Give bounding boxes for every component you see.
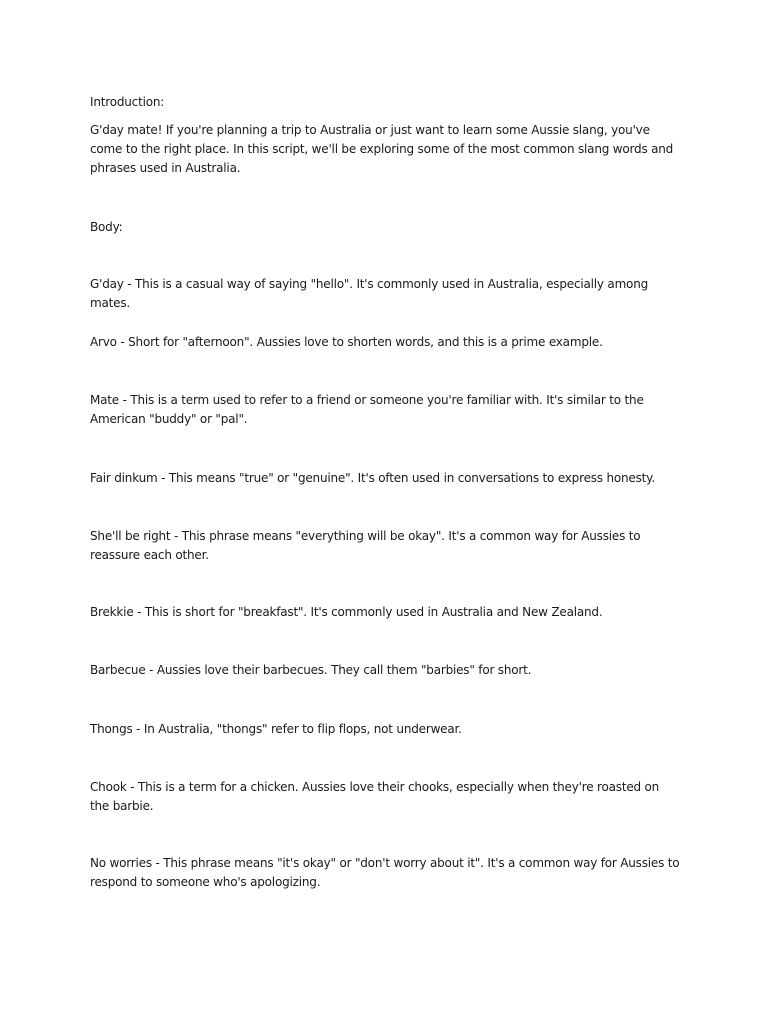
slang-entry-thongs: Thongs - In Australia, "thongs" refer to flip flops, not underwear. <box>90 722 462 736</box>
slang-entry-chook: Chook - This is a term for a chicken. Aussies love their chooks, especially when they're roasted on the barbie. <box>90 780 660 813</box>
body-heading: Body: <box>90 220 123 234</box>
slang-entry-arvo: Arvo - Short for "afternoon". Aussies love to shorten words, and this is a prime example. <box>90 335 603 349</box>
slang-entry-fair-dinkum: Fair dinkum - This means "true" or "genuine". It's often used in conversations to express honesty. <box>90 471 655 485</box>
slang-entry-mate: Mate - This is a term used to refer to a friend or someone you're familiar with. It's similar to the American "buddy" or "pal". <box>90 393 644 426</box>
slang-entry-gday: G'day - This is a casual way of saying "hello". It's commonly used in Australia, especially among mates. <box>90 277 649 310</box>
intro-paragraph: G'day mate! If you're planning a trip to Australia or just want to learn some Aussie slang, you've come to the right place. In this script, we'll be exploring some of the most common slang words and phrases used in Australia. <box>90 123 674 175</box>
slang-entry-barbecue: Barbecue - Aussies love their barbecues. They call them "barbies" for short. <box>90 663 532 677</box>
slang-entry-brekkie: Brekkie - This is short for "breakfast". It's commonly used in Australia and New Zealand. <box>90 605 603 619</box>
slang-entry-shell-be-right: She'll be right - This phrase means "everything will be okay". It's a common way for Aussies to reassure each other. <box>90 529 641 562</box>
slang-entry-no-worries: No worries - This phrase means "it's okay" or "don't worry about it". It's a common way for Aussies to respond to someone who's apologizing. <box>90 856 680 889</box>
intro-heading: Introduction: <box>90 95 165 109</box>
